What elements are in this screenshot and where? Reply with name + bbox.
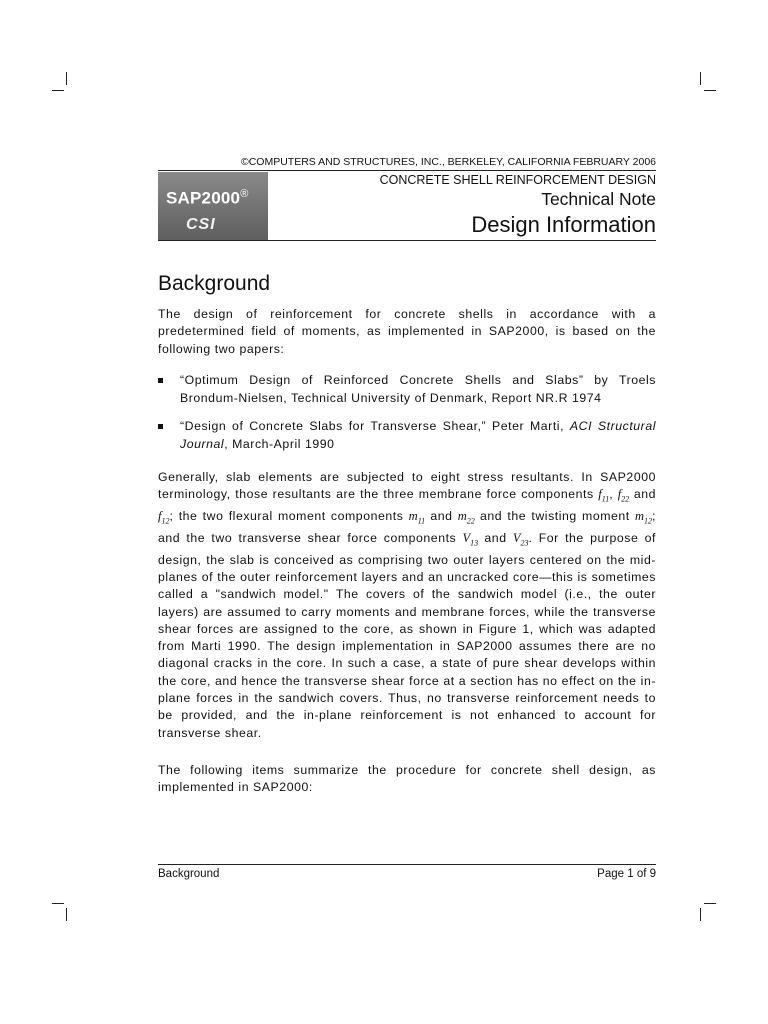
- reference-item: “Optimum Design of Reinforced Concrete Shells and Slabs” by Troels Brondum-Nielsen, Technical University of Denmark, Report NR.R 1974: [180, 373, 656, 405]
- header-top-rule: [158, 170, 656, 171]
- page-title: Design Information: [471, 212, 656, 237]
- footer-section-name: Background: [158, 868, 220, 880]
- crop-mark: [704, 90, 716, 91]
- section-heading: Background: [158, 272, 271, 295]
- summary-paragraph: The following items summarize the procedure for concrete shell design, as implemented in SAP2000:: [158, 763, 656, 795]
- crop-mark: [52, 90, 64, 91]
- crop-mark: [52, 903, 64, 904]
- copyright-line: ©COMPUTERS AND STRUCTURES, INC., BERKELEY, CALIFORNIA FEBRUARY 2006: [240, 156, 656, 168]
- stress-resultants-paragraph: Generally, slab elements are subjected to eight stress resultants. In SAP2000 terminology, those resultants are the three membrane force components $f_{11}$, $f_{22}$ and $f_{12}$; the two flexural moment components $m_{11}$ and $m_{22}$ and the twisting moment $m_{12}$; and the two transverse shear force components $V_{13}$ and $V_{23}$. For the purpose of design, the slab is conceived as comprising two outer layers centered on the mid-planes of the outer reinforcement layers and an uncracked core—this is sometimes called a "sandwich model." The covers of the sandwich model (i.e., the outer layers) are assumed to carry moments and membrane forces, while the transverse shear forces are assigned to the core, as shown in Figure 1, which was adapted from Marti 1990. The design implementation in SAP2000 assumes there are no diagonal cracks in the core. In such a case, a state of pure shear develops within the core, and hence the transverse shear force at a section has no effect on the in-plane forces in the sandwich covers. Thus, no transverse reinforcement needs to be provided, and the in-plane reinforcement is not enhanced to account for transverse shear.: [158, 470, 656, 740]
- crop-mark: [66, 908, 67, 921]
- crop-mark: [704, 903, 716, 904]
- header-bottom-rule: [158, 240, 656, 241]
- document-subject: CONCRETE SHELL REINFORCEMENT DESIGN: [379, 173, 656, 187]
- footer-rule: [158, 864, 656, 865]
- sap2000-logo: [158, 172, 268, 240]
- crop-mark: [700, 908, 701, 921]
- bullet-icon: [158, 378, 163, 383]
- intro-paragraph: The design of reinforcement for concrete shells in accordance with a predetermined field of moments, as implemented in SAP2000, is based on the following two papers:: [158, 307, 656, 356]
- note-type: Technical Note: [541, 189, 656, 209]
- crop-mark: [700, 72, 701, 85]
- page-number: Page 1 of 9: [597, 868, 656, 880]
- crop-mark: [66, 72, 67, 85]
- bullet-icon: [158, 424, 163, 429]
- reference-item: “Design of Concrete Slabs for Transverse Shear,” Peter Marti, ACI Structural Journal, March-April 1990: [180, 419, 656, 451]
- csi-logo: CSI: [186, 216, 216, 233]
- logo-product: SAP2000®: [166, 188, 249, 208]
